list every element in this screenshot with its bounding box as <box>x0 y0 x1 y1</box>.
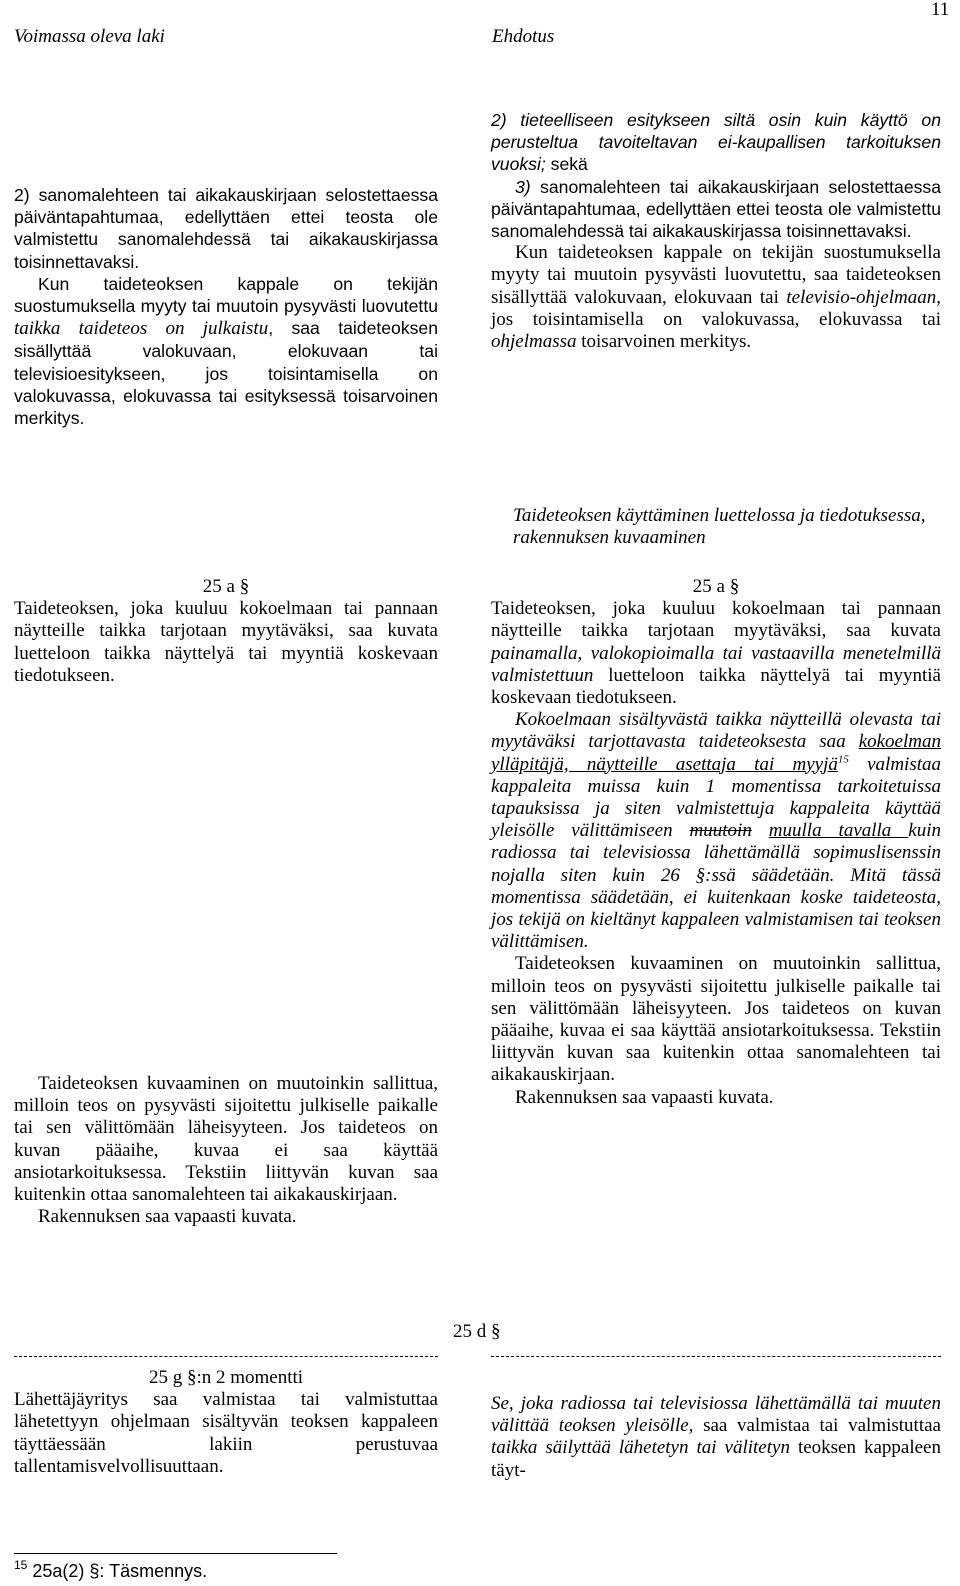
right-top-block <box>491 109 941 353</box>
right-section-25d-title: 25 d § <box>453 1321 501 1342</box>
left-section-25a-title: 25 a § <box>202 576 250 597</box>
struck-text: muutoin <box>689 820 752 842</box>
left-section-25g <box>14 1367 438 1478</box>
left-section-25a-text: Taideteoksen, joka kuuluu kokoelmaan tai pannaan näytteille taikka tarjotaan myytäväksi, saa kuvata luetteloon taikka näyttelyä tai myyntiä koskevaan tiedotukseen. <box>14 598 438 686</box>
right-section-heading: Taideteoksen käyttäminen luettelossa ja tiedotuksessa, rakennuksen kuvaaminen <box>513 505 926 549</box>
left-dashed-separator <box>14 1356 438 1357</box>
left-paragraph-2: Kun taideteoksen kappale on tekijän suostumuksella myyty tai muutoin pysyvästi luovutettu taikka taideteos on julkaistu, saa taideteoksen sisällyttää valokuvaan, elokuvaan tai televisioesitykseen, jos toisintamisella on valokuvassa, elokuvassa tai esityksessä toisarvoinen merkitys. <box>14 273 438 429</box>
right-section-25a <box>491 576 941 1109</box>
footnote-number: 15 <box>14 1558 28 1572</box>
right-item-2: 2) tieteelliseen esitykseen siltä osin kuin käyttö on perusteltua tavoiteltavan ei-kaupallisen tarkoituksen vuoksi; sekä <box>491 110 941 175</box>
footnote-ref-15: 15 <box>837 753 849 766</box>
left-section-25g-title: 25 g §:n 2 momentti <box>148 1367 304 1388</box>
footnote-text: 25a(2) §: Täsmennys. <box>27 1561 208 1581</box>
underlined-addition: muulla tavalla <box>768 820 909 842</box>
right-paragraph-2: Kun taideteoksen kappale on tekijän suostumuksella myyty tai muutoin pysyvästi luovutettu, saa taideteoksen sisällyttää valokuvaan, elokuvaan tai televisio-ohjelmaan, jos toisintamisella on valokuvassa, elokuvassa tai ohjelmassa toisarvoinen merkitys. <box>491 242 941 353</box>
left-building-paragraph: Rakennuksen saa vapaasti kuvata. <box>38 1206 297 1228</box>
left-item-2: 2) sanomalehteen tai aikakauskirjaan selostettaessa päiväntapahtumaa, edellyttäen ettei teosta ole valmistettu sanomalehdessä tai aikakauskirjassa toisinnettavaksi. <box>14 185 438 272</box>
right-section-25d <box>491 1393 941 1482</box>
right-section-25d-text: Se, joka radiossa tai televisiossa lähettämällä tai muuten välittää teoksen yleisölle, saa valmistaa tai valmistuttaa taikka säilyttää lähetetyn tai välitetyn teoksen kappaleen täyt- <box>491 1393 941 1481</box>
right-dashed-separator <box>491 1356 941 1357</box>
left-section-25g-text: Lähettäjäyritys saa valmistaa tai valmistuttaa lähetettyyn ohjelmaan sisältyvän teoksen kappaleen täyttäessään lakiin perustuvaa tallentamisvelvollisuuttaan. <box>14 1389 438 1477</box>
left-section-25a-cont <box>14 1073 438 1228</box>
right-heading-block <box>491 505 941 549</box>
footnote-rule <box>14 1553 337 1554</box>
page-number: 11 <box>931 0 950 20</box>
right-building-paragraph: Rakennuksen saa vapaasti kuvata. <box>515 1086 774 1108</box>
right-photography-paragraph: Taideteoksen kuvaaminen on muutoinkin sallittua, milloin teos on pysyvästi sijoitettu julkiselle paikalle tai sen välittömään läheisyyteen. Jos taideteos on kuvan pääaihe, kuvaa ei saa käyttää ansiotarkoituksessa. Tekstiin liittyvän kuvan saa kuitenkin ottaa sanomalehteen tai aikakauskirjaan. <box>491 953 941 1086</box>
left-top-block <box>14 184 438 429</box>
footnote <box>14 1560 207 1582</box>
header-right-label: Ehdotus <box>492 26 555 47</box>
right-item-3: 3) sanomalehteen tai aikakauskirjaan selostettaessa päiväntapahtumaa, edellyttäen ettei teosta ole valmistettu sanomalehdessä tai aikakauskirjassa toisinnettavaksi. <box>491 176 941 242</box>
right-section-25a-text: Taideteoksen, joka kuuluu kokoelmaan tai pannaan näytteille taikka tarjotaan myytäväksi, saa kuvata painamalla, valokopioimalla tai vastaavilla menetelmillä valmistettuun luetteloon taikka näyttelyä tai myyntiä koskevaan tiedotukseen. <box>491 598 941 709</box>
right-section-25d-title-block <box>453 1321 941 1343</box>
left-section-25a <box>14 576 438 687</box>
left-photography-paragraph: Taideteoksen kuvaaminen on muutoinkin sallittua, milloin teos on pysyvästi sijoitettu julkiselle paikalle tai sen välittömään läheisyyteen. Jos taideteos on kuvan pääaihe, kuvaa ei saa käyttää ansiotarkoituksessa. Tekstiin liittyvän kuvan saa kuitenkin ottaa sanomalehteen tai aikakauskirjaan. <box>14 1073 438 1206</box>
right-section-25a-title: 25 a § <box>692 576 740 597</box>
right-section-25a-new-paragraph: Kokoelmaan sisältyvästä taikka näytteillä olevasta tai myytäväksi tarjottavasta taideteoksesta saa kokoelman ylläpitäjä, näytteille asettaja tai myyjä$^{15}$ valmistaa kappaleita muissa kuin 1 momentissa tarkoitetuissa tapauksissa ja siten valmistettuja kappaleita käyttää yleisölle välittämiseen muutoin muulla tavalla kuin radiossa tai televisiossa lähettämällä sopimuslisenssin nojalla siten kuin 26 §:ssä säädetään. Mitä tässä momentissa säädetään, ei kuitenkaan koske taideteosta, jos tekijä on kieltänyt kappaleen valmistamisen tai teoksen välittämisen. <box>491 709 941 953</box>
header-left-label: Voimassa oleva laki <box>14 26 165 47</box>
